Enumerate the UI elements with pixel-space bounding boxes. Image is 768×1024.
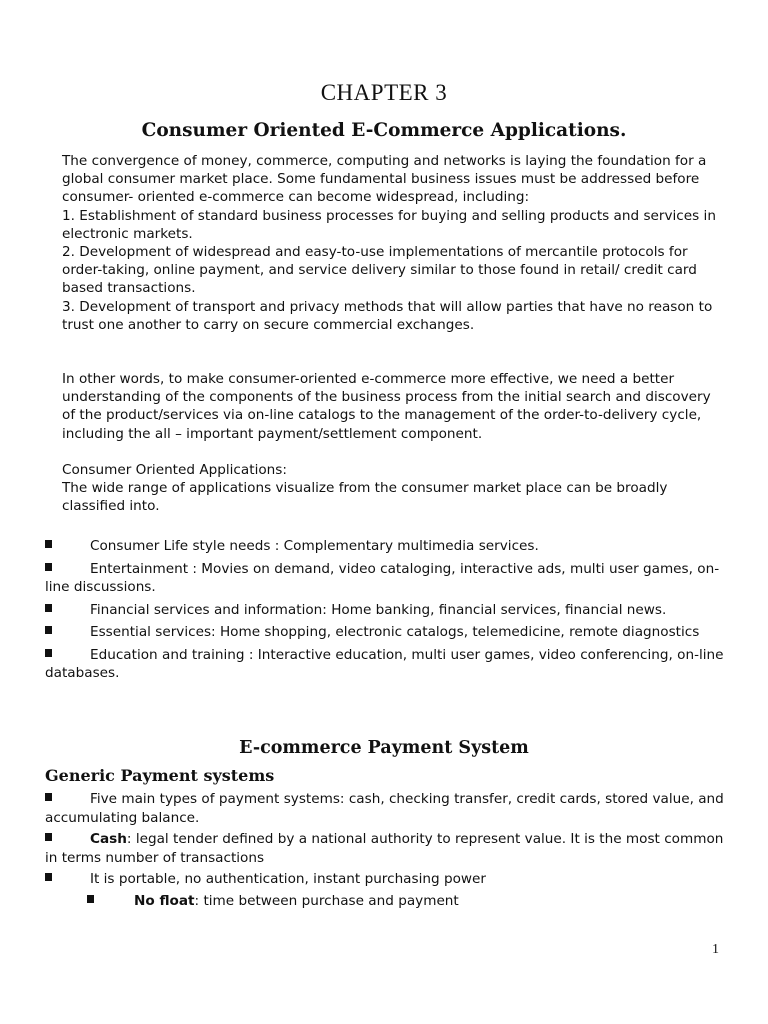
square-bullet-icon	[45, 540, 52, 548]
intro-block	[62, 152, 722, 334]
payment-section-title: E-commerce Payment System	[239, 738, 529, 758]
page-number: 1	[712, 942, 719, 957]
list-item: Five main types of payment systems: cash, checking transfer, credit cards, stored value, and accumulating balance.	[45, 791, 724, 826]
nested-list-item: No float: time between purchase and payment	[87, 892, 725, 911]
square-bullet-icon	[45, 793, 52, 801]
list-item: Essential services: Home shopping, electronic catalogs, telemedicine, remote diagnostics	[45, 623, 725, 642]
list-item: Education and training : Interactive education, multi user games, video conferencing, on-line databases.	[45, 646, 724, 681]
intro-point-2: 2. Development of widespread and easy-to-use implementations of mercantile protocols for order-taking, online payment, and service delivery similar to those found in retail/ credit card based transactions.	[62, 244, 697, 297]
cash-label: Cash	[90, 831, 127, 847]
applications-heading: Consumer Oriented Applications:	[62, 462, 287, 478]
square-bullet-icon	[45, 873, 52, 881]
applications-list	[45, 537, 725, 687]
chapter-title: Consumer Oriented E-Commerce Applications.	[141, 120, 627, 141]
list-item: Consumer Life style needs : Complementary multimedia services.	[45, 537, 725, 556]
list-item: It is portable, no authentication, instant purchasing power	[45, 870, 725, 889]
no-float-label: No float	[134, 892, 195, 909]
other-words-paragraph: In other words, to make consumer-oriented e-commerce more effective, we need a better understanding of the components of the business process from the initial search and discovery of the product/services via on-line catalogs to the management of the order-to-delivery cycle, including the all – important payment/settlement component.	[62, 371, 711, 442]
intro-point-1: 1. Establishment of standard business processes for buying and selling products and services in electronic markets.	[62, 207, 716, 242]
square-bullet-icon	[45, 833, 52, 841]
list-item: Financial services and information: Home banking, financial services, financial news.	[45, 601, 725, 620]
square-bullet-icon	[45, 626, 52, 634]
intro-point-3: 3. Development of transport and privacy methods that will allow parties that have no reason to trust one another to carry on secure commercial exchanges.	[62, 298, 713, 333]
square-bullet-icon	[45, 649, 52, 657]
intro-paragraph: The convergence of money, commerce, computing and networks is laying the foundation for a global consumer market place. Some fundamental business issues must be addressed before consumer- oriented e-commerce can become widespread, including:	[62, 153, 707, 206]
list-item: Entertainment : Movies on demand, video cataloging, interactive ads, multi user games, on- line discussions.	[45, 560, 720, 595]
list-item: Cash: legal tender defined by a national authority to represent value. It is the most common in terms number of transactions	[45, 831, 724, 866]
square-bullet-icon	[87, 895, 94, 903]
other-words-block	[62, 370, 722, 443]
chapter-heading: CHAPTER 3	[320, 80, 448, 105]
payment-list	[45, 790, 725, 910]
applications-intro: The wide range of applications visualize from the consumer market place can be broadly classified into.	[62, 480, 668, 515]
generic-payment-subtitle: Generic Payment systems	[45, 766, 275, 785]
square-bullet-icon	[45, 563, 52, 571]
applications-block	[62, 461, 722, 516]
square-bullet-icon	[45, 604, 52, 612]
